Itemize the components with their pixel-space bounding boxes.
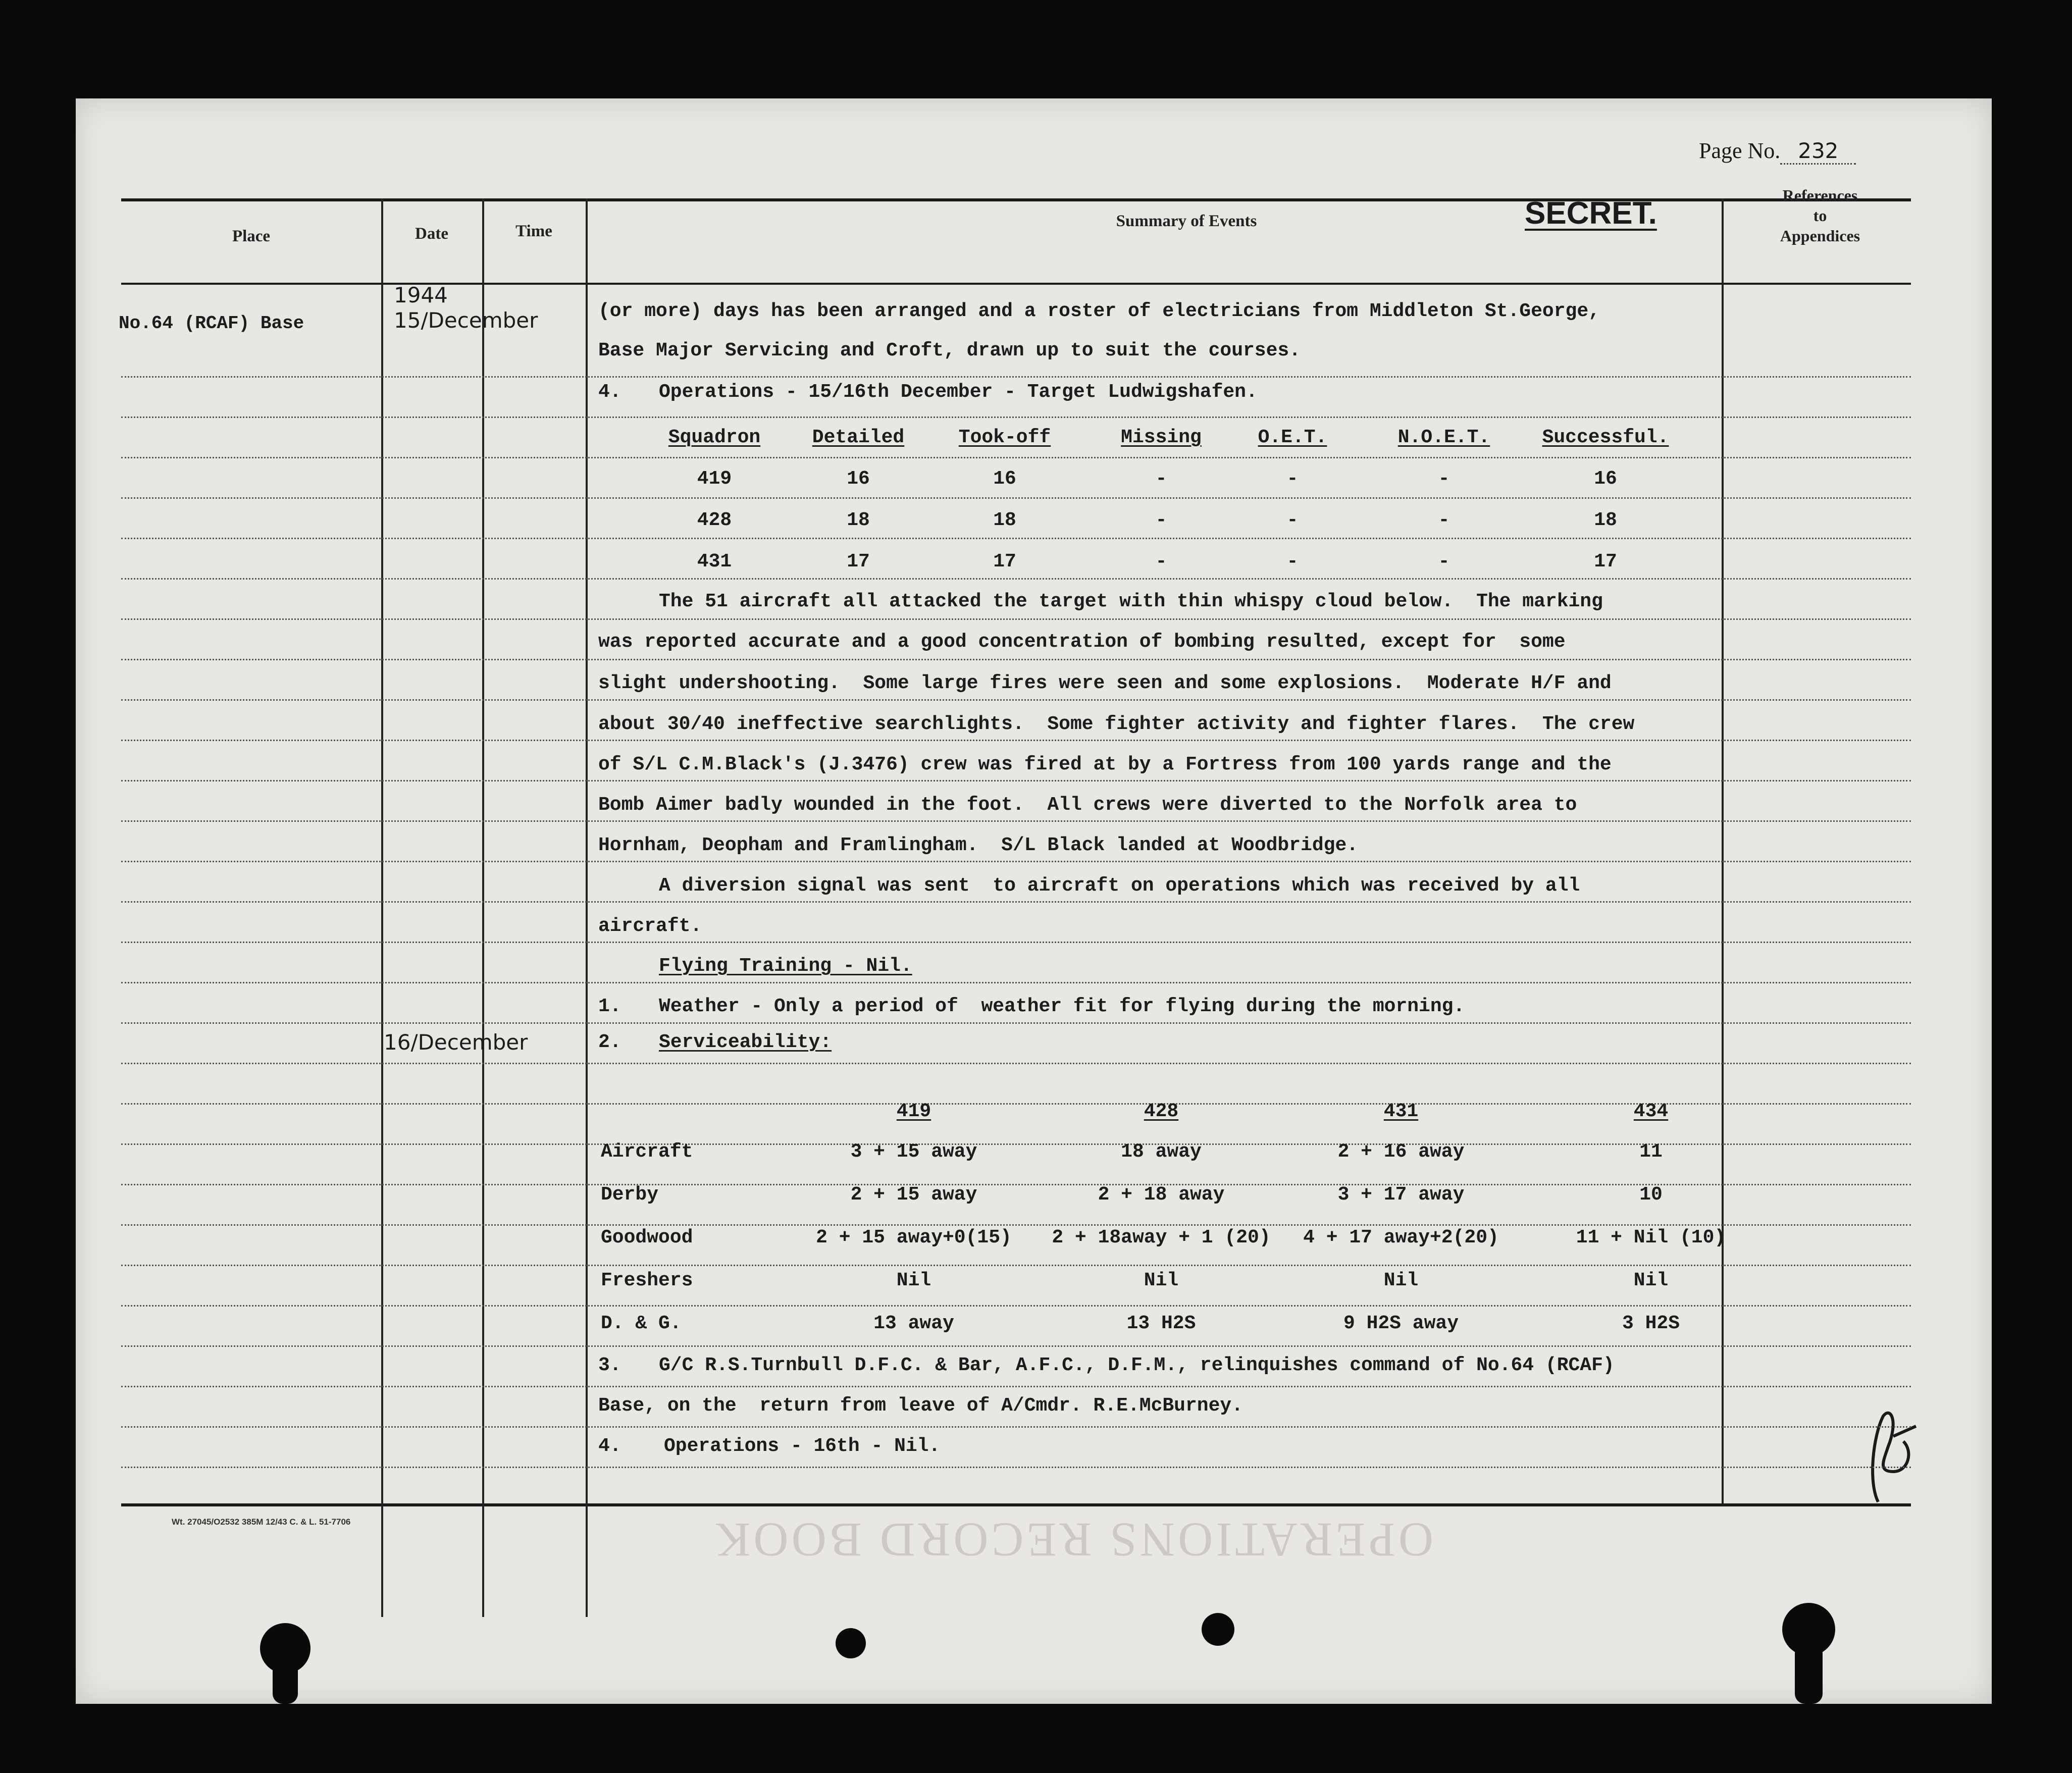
- ops-cell: -: [1438, 509, 1450, 531]
- paragraph-line-7: Hornham, Deopham and Framlingham. S/L Black landed at Woodbridge.: [598, 835, 1359, 856]
- col-divider-place: [381, 198, 383, 1617]
- serv-cell: 3 + 15 away: [850, 1141, 977, 1163]
- weather-line: Weather - Only a period of weather fit for flying during the morning.: [659, 996, 1465, 1017]
- binder-hole-4-slot: [1795, 1643, 1823, 1704]
- ruled-line: [121, 942, 1911, 943]
- serv-squadron-header: 419: [896, 1101, 931, 1122]
- serv-cell: 2 + 15 away: [850, 1184, 977, 1206]
- serv-cell: 13 away: [873, 1313, 954, 1334]
- header-place: Place: [232, 227, 271, 245]
- command-line-2: Base, on the return from leave of A/Cmdr. R.E.McBurney.: [598, 1395, 1244, 1417]
- serv-squadron-header: 428: [1144, 1101, 1179, 1122]
- line-or-more-days: (or more) days has been arranged and a roster of electricians from Middleton St.George,: [598, 300, 1600, 322]
- ops-cell: 428: [697, 509, 732, 531]
- ruled-line: [121, 416, 1911, 418]
- ops-header-cell: Detailed: [812, 427, 905, 448]
- serv-cell: Nil: [1633, 1270, 1669, 1291]
- serv-row-label: Freshers: [601, 1270, 693, 1291]
- item-4b-number: 4.: [598, 1435, 621, 1457]
- binder-hole-2: [836, 1628, 866, 1658]
- operations-heading: Operations - 15/16th December - Target Ludwigshafen.: [659, 381, 1258, 403]
- ops-header-cell: N.O.E.T.: [1397, 427, 1490, 448]
- serv-row-label: Goodwood: [601, 1227, 693, 1248]
- ops-header-cell: Took-off: [958, 427, 1051, 448]
- ruled-line: [121, 659, 1911, 660]
- ruled-line: [121, 780, 1911, 781]
- ops-cell: 16: [1594, 468, 1617, 490]
- paragraph-line-5: of S/L C.M.Black's (J.3476) crew was fired at by a Fortress from 100 yards range and the: [598, 754, 1612, 775]
- printer-line: Wt. 27045/O2532 385M 12/43 C. & L. 51-7706: [172, 1517, 351, 1527]
- ops-cell: 18: [847, 509, 870, 531]
- page-label: Page No.: [1699, 138, 1781, 163]
- ops-cell: 16: [993, 468, 1016, 490]
- diversion-line-1: A diversion signal was sent to aircraft on operations which was received by all: [659, 875, 1580, 897]
- ops-cell: 17: [993, 551, 1016, 572]
- serviceability-heading: Serviceability:: [659, 1031, 832, 1053]
- date-15-december: 15/December: [394, 308, 538, 333]
- ruled-line: [121, 740, 1911, 741]
- ops-header-cell: Successful.: [1542, 427, 1669, 448]
- col-divider-date: [482, 198, 484, 1617]
- page-number-label: [1699, 138, 1856, 165]
- ruled-line: [121, 1224, 1911, 1226]
- paragraph-line-3: slight undershooting. Some large fires were seen and some explosions. Moderate H/F and: [598, 672, 1612, 694]
- header-references-line2: to: [1813, 206, 1827, 225]
- serv-row-label: D. & G.: [601, 1313, 682, 1334]
- ruled-line: [121, 1305, 1911, 1307]
- bleed-through-title: OPERATIONS RECORD BOOK: [712, 1513, 1434, 1567]
- serv-row-label: Aircraft: [601, 1141, 693, 1163]
- serv-cell: 9 H2S away: [1343, 1313, 1459, 1334]
- ops-cell: -: [1155, 551, 1167, 572]
- col-divider-time: [586, 198, 588, 1617]
- serv-cell: 11 + Nil (10): [1576, 1227, 1726, 1248]
- ruled-line: [121, 1022, 1911, 1024]
- ruled-line: [121, 538, 1911, 539]
- serv-cell: Nil: [1144, 1270, 1179, 1291]
- ops-cell: 17: [1594, 551, 1617, 572]
- ops-cell: -: [1155, 468, 1167, 490]
- date-16-december: 16/December: [384, 1030, 528, 1055]
- paragraph-line-2: was reported accurate and a good concentration of bombing resulted, except for some: [598, 631, 1566, 653]
- ruled-line: [121, 901, 1911, 903]
- bottom-rule: [121, 1503, 1911, 1506]
- serv-cell: 2 + 18 away: [1098, 1184, 1225, 1206]
- serv-cell: 3 H2S: [1622, 1313, 1680, 1334]
- ops-cell: -: [1286, 551, 1299, 572]
- serv-cell: 10: [1639, 1184, 1663, 1206]
- ruled-line: [121, 578, 1911, 580]
- command-line-1: G/C R.S.Turnbull D.F.C. & Bar, A.F.C., D.F.M., relinquishes command of No.64 (RCAF): [659, 1354, 1615, 1376]
- ops-header-cell: Missing: [1121, 427, 1202, 448]
- serv-cell: 2 + 18away + 1 (20): [1052, 1227, 1271, 1248]
- header-date: Date: [415, 225, 448, 243]
- paragraph-line-4: about 30/40 ineffective searchlights. Some fighter activity and fighter flares. The crew: [598, 713, 1635, 735]
- ops-cell: -: [1286, 509, 1299, 531]
- paragraph-line-1: The 51 aircraft all attacked the target with thin whispy cloud below. The marking: [659, 591, 1603, 612]
- header-summary: Summary of Events: [1116, 212, 1257, 230]
- ruled-line: [121, 376, 1911, 378]
- ops-cell: 18: [993, 509, 1016, 531]
- ops-cell: 419: [697, 468, 732, 490]
- line-base-major: Base Major Servicing and Croft, drawn up to suit the courses.: [598, 340, 1301, 361]
- ruled-line: [121, 1265, 1911, 1266]
- secret-stamp: SECRET.: [1525, 196, 1657, 231]
- serv-cell: 4 + 17 away+2(20): [1303, 1227, 1499, 1248]
- item-3-number: 3.: [598, 1354, 621, 1376]
- flying-training: Flying Training - Nil.: [659, 955, 912, 977]
- ruled-line: [121, 861, 1911, 862]
- ruled-line: [121, 497, 1911, 499]
- ruled-line: [121, 1386, 1911, 1387]
- signature-initials: [1863, 1406, 1919, 1507]
- serv-cell: 3 + 17 away: [1337, 1184, 1465, 1206]
- binder-hole-1-slot: [273, 1658, 298, 1704]
- serv-cell: 11: [1639, 1141, 1663, 1163]
- ops-cell: -: [1438, 468, 1450, 490]
- item-1-number: 1.: [598, 996, 621, 1017]
- ops-header-cell: Squadron: [668, 427, 761, 448]
- ops-cell: 431: [697, 551, 732, 572]
- serv-cell: 2 + 15 away+0(15): [816, 1227, 1012, 1248]
- serv-squadron-header: 431: [1383, 1101, 1419, 1122]
- serv-cell: 13 H2S: [1126, 1313, 1196, 1334]
- item-4-number: 4.: [598, 381, 621, 403]
- serv-cell: 2 + 16 away: [1337, 1141, 1465, 1163]
- ops-cell: -: [1155, 509, 1167, 531]
- paragraph-line-6: Bomb Aimer badly wounded in the foot. All crews were diverted to the Norfolk area to: [598, 794, 1577, 816]
- place-entry: No.64 (RCAF) Base: [119, 313, 304, 334]
- header-rule: [121, 283, 1911, 285]
- ruled-line: [121, 618, 1911, 620]
- ops-cell: 17: [847, 551, 870, 572]
- binder-hole-3: [1202, 1613, 1234, 1646]
- ruled-line: [121, 1063, 1911, 1064]
- ops-cell: 18: [1594, 509, 1617, 531]
- ops-cell: -: [1286, 468, 1299, 490]
- ruled-line: [121, 820, 1911, 822]
- serv-cell: Nil: [1383, 1270, 1419, 1291]
- ruled-line: [121, 699, 1911, 701]
- operations-nil-line: Operations - 16th - Nil.: [664, 1435, 941, 1457]
- ops-cell: -: [1438, 551, 1450, 572]
- header-time: Time: [515, 222, 552, 240]
- col-divider-summary: [1722, 198, 1724, 1503]
- serv-cell: 18 away: [1121, 1141, 1202, 1163]
- ruled-line: [121, 457, 1911, 458]
- header-references-line1: References: [1782, 186, 1858, 204]
- serv-squadron-header: 434: [1633, 1101, 1669, 1122]
- ops-header-cell: O.E.T.: [1258, 427, 1327, 448]
- ruled-line: [121, 982, 1911, 983]
- document-page: [76, 98, 1992, 1704]
- item-2-number: 2.: [598, 1031, 621, 1053]
- ruled-line: [121, 1426, 1911, 1428]
- ops-cell: 16: [847, 468, 870, 490]
- header-references: [1724, 185, 1916, 246]
- date-year: 1944: [394, 283, 448, 307]
- page-number: 232: [1780, 138, 1856, 165]
- ruled-line: [121, 1467, 1911, 1468]
- header-references-line3: Appendices: [1780, 227, 1860, 245]
- diversion-line-2: aircraft.: [598, 915, 702, 937]
- serv-row-label: Derby: [601, 1184, 659, 1206]
- ruled-line: [121, 1345, 1911, 1347]
- serv-cell: Nil: [896, 1270, 931, 1291]
